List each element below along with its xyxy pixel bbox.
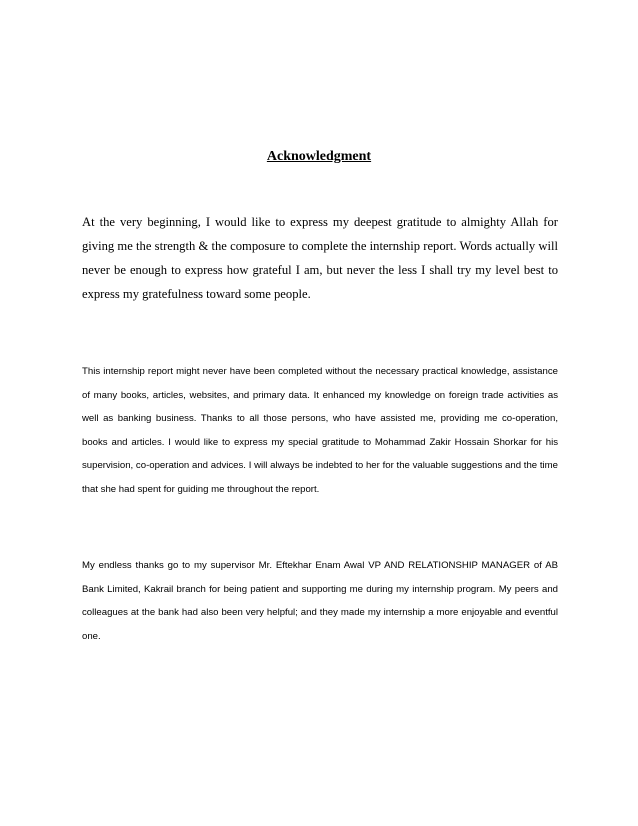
page-title: Acknowledgment	[266, 149, 372, 164]
paragraph-supervisor-thanks: My endless thanks go to my supervisor Mr. Eftekhar Enam Awal VP AND RELATIONSHIP MANAGER of AB Bank Limited, Kakrail branch for being patient and supporting me during my internship program. My peers and colleagues at the bank had also been very helpful; and they made my internship a more enjoyable and eventful one.	[82, 560, 558, 642]
paragraph-gratitude: This internship report might never have been completed without the necessary practical knowledge, assistance of many books, articles, websites, and primary data. It enhanced my knowledge on foreign trade activities as well as banking business. Thanks to all those persons, who have assisted me, providing me co-operation, books and articles. I would like to express my special gratitude to Mohammad Zakir Hossain Shorkar for his supervision, co-operation and advices. I will always be indebted to her for the valuable suggestions and the time that she had spent for guiding me throughout the report.	[82, 366, 558, 495]
paragraph-intro: At the very beginning, I would like to express my deepest gratitude to almighty Allah for giving me the strength & the composure to complete the internship report. Words actually will never be enough to express how grateful I am, but never the less I shall try my level best to express my gratefulness toward some people.	[82, 215, 558, 301]
